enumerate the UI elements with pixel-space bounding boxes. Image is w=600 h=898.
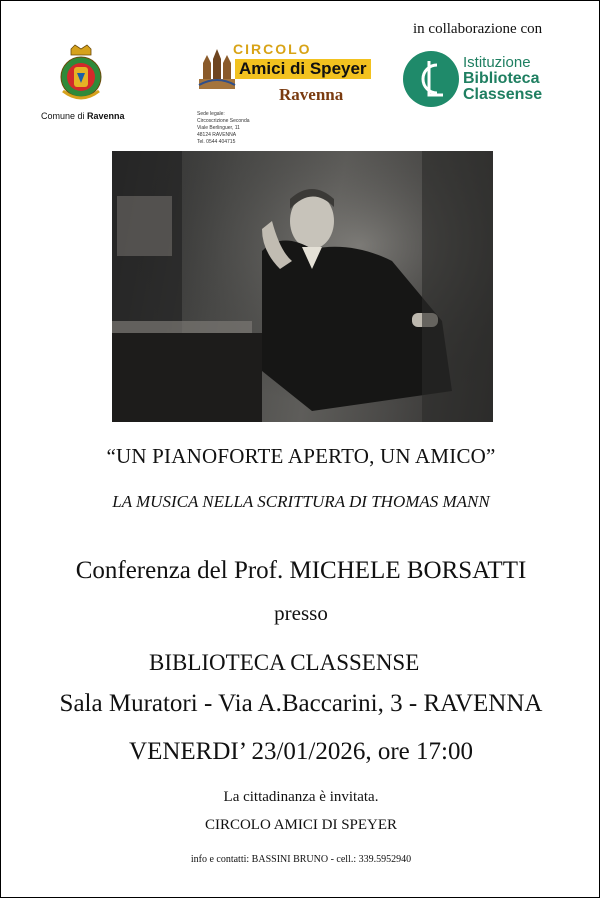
venue-name: BIBLIOTECA CLASSENSE (149, 650, 420, 675)
venue-address: Sala Muratori - Via A.Baccarini, 3 - RAVENNA (59, 690, 543, 717)
event-datetime: VENERDI’ 23/01/2026, ore 17:00 (129, 738, 473, 765)
organizer-name: CIRCOLO AMICI DI SPEYER (204, 817, 398, 833)
collaboration-label: in collaborazione con (413, 21, 543, 37)
circolo-city: Ravenna (279, 85, 344, 104)
event-title: “UN PIANOFORTE APERTO, UN AMICO” (106, 444, 496, 468)
event-subtitle: LA MUSICA NELLA SCRITTURA DI THOMAS MANN (112, 492, 490, 511)
circolo-address: Sede legale: Circoscrizione Seconda Viale Berlinguer, 11 48124 RAVENNA Tel. 0544 404715 (197, 111, 250, 145)
comune-label: Comune di Ravenna (41, 111, 125, 121)
conference-speaker: Conferenza del Prof. MICHELE BORSATTI (75, 557, 527, 584)
circolo-logo (197, 41, 367, 111)
circolo-arch-text: CIRCOLO (233, 41, 312, 57)
circolo-name: Amici di Speyer (235, 59, 371, 79)
contact-info: info e contatti: BASSINI BRUNO - cell.: 339.5952940 (190, 854, 412, 865)
portrait-photo (112, 151, 493, 422)
invite-text: La cittadinanza è invitata. (223, 789, 379, 805)
coat-of-arms-icon (55, 43, 107, 107)
presso-label: presso (274, 601, 328, 625)
classense-monogram-icon (403, 51, 459, 107)
classense-text: Istituzione Biblioteca Classense (463, 54, 543, 103)
classense-logo (403, 51, 553, 115)
cathedral-icon (197, 45, 237, 91)
comune-logo (41, 43, 125, 121)
